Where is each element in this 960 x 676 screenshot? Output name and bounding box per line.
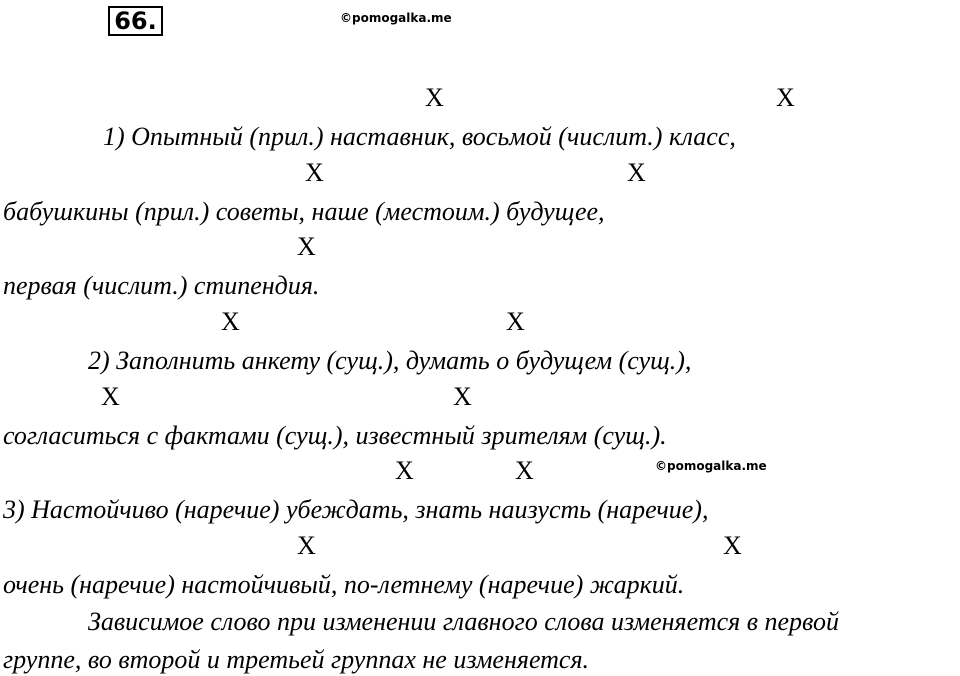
cross-mark: X bbox=[506, 307, 525, 336]
cross-mark: X bbox=[425, 83, 444, 112]
cross-mark: X bbox=[395, 456, 414, 485]
text-line-2: бабушкины (прил.) советы, наше (местоим.) будущее, bbox=[3, 197, 605, 226]
watermark-top: ©pomogalka.me bbox=[340, 11, 452, 25]
cross-mark: X bbox=[776, 83, 795, 112]
cross-mark: X bbox=[297, 531, 316, 560]
text-line-1: 1) Опытный (прил.) наставник, восьмой (числит.) класс, bbox=[103, 122, 736, 151]
cross-mark: X bbox=[101, 382, 120, 411]
cross-mark: X bbox=[221, 307, 240, 336]
watermark-middle: ©pomogalka.me bbox=[655, 459, 767, 473]
cross-mark: X bbox=[515, 456, 534, 485]
cross-mark: X bbox=[627, 158, 646, 187]
cross-mark: X bbox=[723, 531, 742, 560]
text-line-5: согласиться с фактами (сущ.), известный зрителям (сущ.). bbox=[3, 421, 667, 450]
cross-mark: X bbox=[297, 232, 316, 261]
conclusion-line-1: Зависимое слово при изменении главного слова изменяется в первой bbox=[88, 607, 840, 636]
cross-mark: X bbox=[305, 158, 324, 187]
exercise-number: 66. bbox=[108, 6, 163, 36]
conclusion-line-2: группе, во второй и третьей группах не изменяется. bbox=[3, 645, 590, 674]
text-line-4: 2) Заполнить анкету (сущ.), думать о будущем (сущ.), bbox=[88, 346, 692, 375]
text-line-7: очень (наречие) настойчивый, по-летнему (наречие) жаркий. bbox=[3, 570, 685, 599]
text-line-3: первая (числит.) стипендия. bbox=[3, 271, 320, 300]
text-line-6: 3) Настойчиво (наречие) убеждать, знать наизусть (наречие), bbox=[3, 495, 709, 524]
cross-mark: X bbox=[453, 382, 472, 411]
